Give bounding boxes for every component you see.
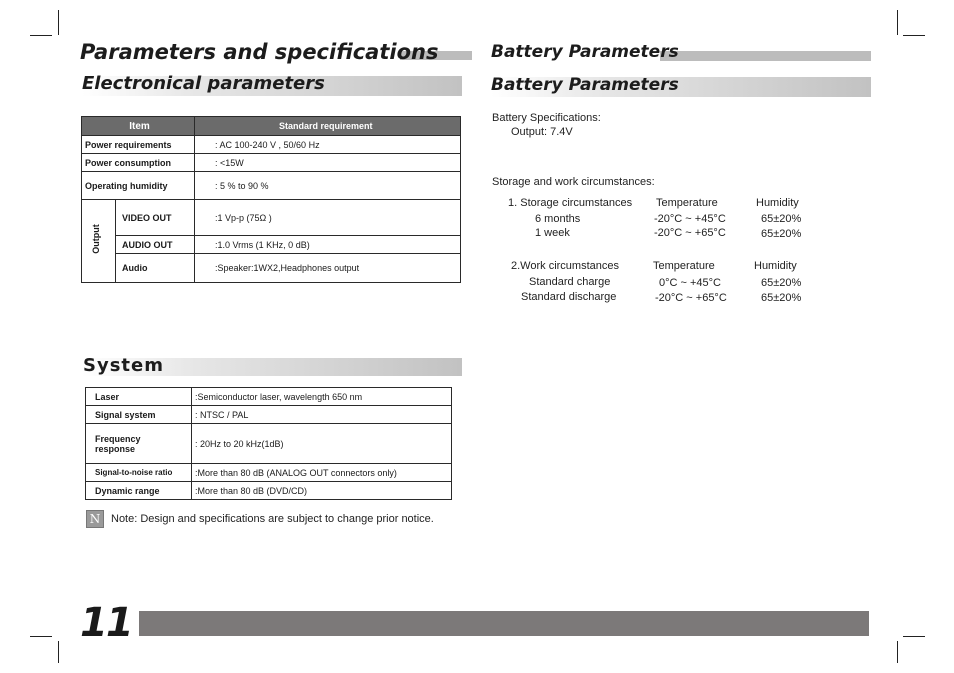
crop-mark: [30, 35, 52, 36]
row-value: : AC 100-240 V , 50/60 Hz: [195, 136, 461, 154]
work-hum-header: Humidity: [754, 260, 797, 272]
row-label: Frequency response: [86, 424, 192, 464]
battery-spec-title: Battery Specifications:: [492, 112, 601, 124]
storage-title: Storage and work circumstances:: [492, 176, 655, 188]
storage-hum-header: Humidity: [756, 197, 799, 209]
footer-bar: [139, 611, 869, 636]
output-label: Output: [90, 224, 101, 254]
note-icon: N: [86, 510, 104, 528]
row-label: Signal-to-noise ratio: [86, 464, 192, 482]
storage-row-temp: -20°C ~ +45°C: [654, 213, 726, 225]
crop-mark: [897, 641, 898, 663]
work-row-hum: 65±20%: [761, 277, 802, 289]
row-value: : <15W: [195, 154, 461, 172]
row-label: Signal system: [86, 406, 192, 424]
storage-row-hum: 65±20%: [761, 213, 802, 225]
system-table: [85, 387, 452, 500]
row-label: Operating humidity: [82, 172, 195, 200]
storage-temp-header: Temperature: [656, 197, 718, 209]
row-value: :Semiconductor laser, wavelength 650 nm: [192, 388, 452, 406]
row-value: :More than 80 dB (DVD/CD): [192, 482, 452, 500]
work-row-temp: -20°C ~ +65°C: [655, 292, 727, 304]
row-value: :1.0 Vrms (1 KHz, 0 dB): [195, 236, 461, 254]
note-text: Note: Design and specifications are subject to change prior notice.: [111, 513, 434, 525]
row-value: :1 Vp-p (75Ω ): [195, 200, 461, 236]
page-title: Parameters and specifications: [80, 40, 439, 64]
storage-row-label: 1 week: [535, 227, 570, 239]
row-value: : 20Hz to 20 kHz(1dB): [192, 424, 452, 464]
storage-heading: 1. Storage circumstances: [508, 197, 633, 209]
row-label: Power requirements: [82, 136, 195, 154]
battery-title-2: Battery Parameters: [491, 75, 679, 95]
work-row-label: Standard charge: [529, 276, 611, 288]
crop-mark: [30, 636, 52, 637]
output-group-cell: [82, 200, 116, 283]
electronical-table: [81, 116, 461, 283]
work-row-hum: 65±20%: [761, 292, 802, 304]
page-number: 11: [80, 600, 132, 646]
row-value: :Speaker:1WX2,Headphones output: [195, 254, 461, 283]
crop-mark: [58, 641, 59, 663]
system-title: System: [83, 355, 164, 376]
storage-row-label: 6 months: [535, 213, 581, 225]
row-label: AUDIO OUT: [116, 236, 195, 254]
battery-title-1: Battery Parameters: [491, 42, 679, 62]
table-row: [82, 136, 461, 154]
row-value: :More than 80 dB (ANALOG OUT connectors only): [192, 464, 452, 482]
storage-row-hum: 65±20%: [761, 228, 802, 240]
battery-header-bar-1: [660, 51, 871, 61]
work-heading: 2.Work circumstances: [511, 260, 619, 272]
crop-mark: [897, 10, 898, 35]
table-row: [82, 200, 461, 236]
table-row: [82, 172, 461, 200]
work-row-label: Standard discharge: [521, 291, 617, 303]
table-row: [82, 236, 461, 254]
row-label: Power consumption: [82, 154, 195, 172]
header-requirement: Standard requirement: [195, 117, 461, 136]
table-row: [86, 388, 452, 406]
table-row: [82, 254, 461, 283]
header-item: Item: [82, 117, 195, 136]
work-row-temp: 0°C ~ +45°C: [659, 277, 721, 289]
row-value: : 5 % to 90 %: [195, 172, 461, 200]
row-label: VIDEO OUT: [116, 200, 195, 236]
crop-mark: [903, 636, 925, 637]
electronical-title: Electronical parameters: [82, 73, 325, 94]
table-row: [86, 424, 452, 464]
storage-row-temp: -20°C ~ +65°C: [654, 227, 726, 239]
table-row: [86, 464, 452, 482]
crop-mark: [58, 10, 59, 35]
table-row: [82, 154, 461, 172]
row-label: Laser: [86, 388, 192, 406]
battery-output: Output: 7.4V: [511, 126, 573, 138]
row-value: : NTSC / PAL: [192, 406, 452, 424]
crop-mark: [903, 35, 925, 36]
row-label: Dynamic range: [86, 482, 192, 500]
table-row: [86, 482, 452, 500]
table-row: [86, 406, 452, 424]
work-temp-header: Temperature: [653, 260, 715, 272]
row-label: Audio: [116, 254, 195, 283]
